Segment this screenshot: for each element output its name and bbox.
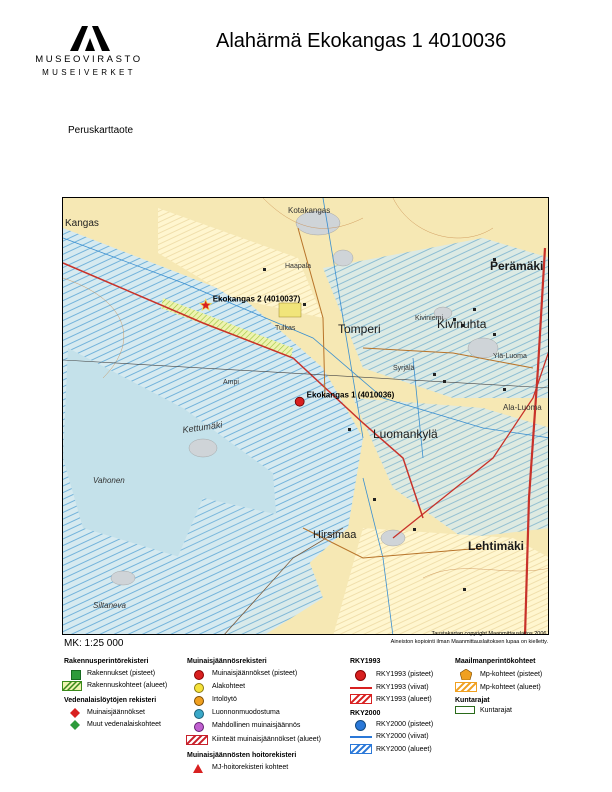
label-vahonen: Vahonen <box>93 476 125 485</box>
vedenalais-muinais-icon <box>70 708 80 718</box>
map-subtitle: Peruskarttaote <box>68 125 134 136</box>
legend-rakennus-points: Rakennukset (pisteet) <box>87 670 156 677</box>
luonnonmuodostuma-icon <box>194 709 204 719</box>
label-haapala: Haapala <box>285 263 312 270</box>
site-marker-2[interactable] <box>295 397 304 406</box>
legend-rky2000-title: RKY2000 <box>350 710 381 717</box>
site-label-2: Ekokangas 1 (4010036) <box>306 390 395 400</box>
legend-rky1993-areas: RKY1993 (alueet) <box>376 696 432 703</box>
alakohteet-icon <box>194 683 204 693</box>
label-hirsimaa: Hirsimaa <box>313 529 357 541</box>
legend-kiinteat-areas: Kiinteät muinaisjäännökset (alueet) <box>212 736 321 743</box>
legend-mp-areas: Mp-kohteet (alueet) <box>480 684 541 691</box>
legend-luonnonmuodostuma: Luonnonmuodostuma <box>212 709 280 716</box>
legend-rky2000-lines: RKY2000 (viivat) <box>376 733 429 740</box>
legend-rakennus-areas: Rakennuskohteet (alueet) <box>87 682 168 689</box>
legend-vedenalais-muut: Muut vedenalaiskohteet <box>87 721 161 728</box>
label-kangas: Kangas <box>65 218 99 229</box>
legend-kunta-title: Kuntarajat <box>455 697 490 704</box>
rakennus-points-icon <box>71 670 81 680</box>
rky1993-points-icon <box>355 670 366 681</box>
logo-name: MUSEOVIRASTO <box>35 54 143 65</box>
hoito-triangle-icon <box>193 764 203 773</box>
rky1993-lines-icon <box>350 687 372 689</box>
base-map[interactable] <box>63 198 549 635</box>
label-tulkas: Tulkas <box>275 325 296 332</box>
copyright-line-1: Taustakartan copyright Maanmittauslaitos 2006. <box>431 631 548 637</box>
legend-muinais-title: Muinaisjäännösrekisteri <box>187 658 267 665</box>
legend-hoito-item: MJ-hoitorekisteri kohteet <box>212 764 289 771</box>
legend-maailma-title: Maailmanperintökohteet <box>455 658 536 665</box>
label-tomperi: Tomperi <box>338 322 381 336</box>
label-kiviniemi: Kiviniemi <box>415 315 444 322</box>
label-peramaki: Perämäki <box>490 259 544 273</box>
legend-rky1993-points: RKY1993 (pisteet) <box>376 671 434 678</box>
kiinteat-areas-icon <box>186 735 208 745</box>
label-luomankyla: Luomankylä <box>373 427 438 441</box>
logo-mark-icon <box>68 24 112 52</box>
legend-vedenalais-muinais: Muinaisjäännökset <box>87 709 145 716</box>
label-kotakangas: Kotakangas <box>288 206 331 215</box>
legend-alakohteet: Alakohteet <box>212 683 246 690</box>
label-siltaneva: Siltaneva <box>93 601 126 610</box>
label-ala-luoma: Ala-Luoma <box>503 403 542 412</box>
legend-rky1993-lines: RKY1993 (viivat) <box>376 684 429 691</box>
mahdollinen-icon <box>194 722 204 732</box>
legend-rakennus-title: Rakennusperintörekisteri <box>64 658 149 665</box>
irtoloyto-icon <box>194 696 204 706</box>
muinais-points-icon <box>194 670 204 680</box>
label-kivinuhta: Kivinuhta <box>437 317 487 331</box>
legend-hoito-title: Muinaisjäännösten hoitorekisteri <box>187 752 297 759</box>
rky1993-areas-icon <box>350 694 372 704</box>
copyright-line-2: Aineiston kopiointi ilman Maanmittauslaitoksen lupaa on kielletty. <box>390 639 548 645</box>
mp-areas-icon <box>455 682 477 692</box>
legend-rky2000-points: RKY2000 (pisteet) <box>376 721 434 728</box>
logo-subname: MUSEIVERKET <box>42 68 136 77</box>
rky2000-lines-icon <box>350 736 372 738</box>
mp-pentagon-icon <box>460 669 472 680</box>
map-panel[interactable] <box>62 197 549 635</box>
label-yla-luoma: Ylä-Luoma <box>493 353 527 360</box>
label-syrjala: Syrjälä <box>393 365 415 372</box>
rky2000-points-icon <box>355 720 366 731</box>
vedenalais-muut-icon <box>70 720 80 730</box>
legend-rky1993-title: RKY1993 <box>350 658 381 665</box>
site-label-1: Ekokangas 2 (4010037) <box>212 294 301 304</box>
legend-muinais-points: Muinaisjäännökset (pisteet) <box>212 670 298 677</box>
page-title: Alahärmä Ekokangas 1 4010036 <box>216 30 507 52</box>
legend-rky2000-areas: RKY2000 (alueet) <box>376 746 432 753</box>
yellow-building-area <box>279 303 301 317</box>
legend-irtoloyto: Irtolöytö <box>212 696 237 703</box>
label-ampi: Ampi <box>223 379 239 386</box>
legend-mahdollinen: Mahdollinen muinaisjäännös <box>212 722 301 729</box>
legend-mp-points: Mp-kohteet (pisteet) <box>480 671 543 678</box>
legend-kunta-item: Kuntarajat <box>480 707 512 714</box>
kuntaraja-icon <box>455 706 475 714</box>
label-kettumaki: Kettumäki <box>181 419 223 435</box>
museovirasto-logo <box>28 24 150 82</box>
rky2000-areas-icon <box>350 744 372 754</box>
legend-vedenalais-title: Vedenalaislöytöjen rekisteri <box>64 697 157 704</box>
label-lehtimaki: Lehtimäki <box>468 539 525 553</box>
rakennus-areas-icon <box>62 681 82 691</box>
map-scale: MK: 1:25 000 <box>64 638 124 649</box>
